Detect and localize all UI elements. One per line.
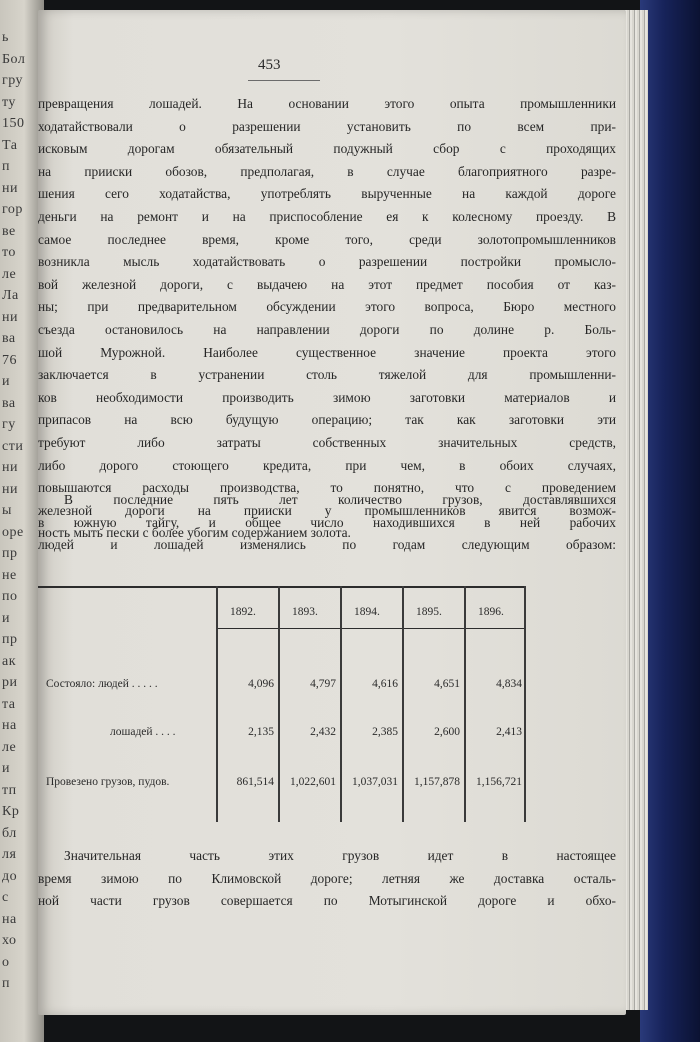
table-top-rule [38, 586, 526, 588]
text-line: съезда остановилось на направлении дороги по долине р. Боль- [38, 322, 616, 337]
text-line: превращения лошадей. На основании этого опыта промышленники [38, 96, 616, 111]
left-page-fragment: пр [2, 546, 18, 561]
text-line: на прииски обозов, предполагая, в случае благоприятного разре- [38, 163, 616, 179]
table-column-rule [216, 586, 218, 822]
table-cell: 1,022,601 [290, 776, 336, 788]
table-cell: 4,797 [310, 678, 336, 690]
table-cell: 4,096 [248, 678, 274, 690]
table-cell: 2,413 [496, 726, 522, 738]
table-header-rule [216, 628, 526, 629]
table-column-rule [278, 586, 280, 822]
text-line: либо дорого стоющего кредита, при чем, в обоих случаях, [38, 457, 616, 473]
table-row-label: лошадей . . . . [110, 726, 176, 738]
text-line: возникла мысль ходатайствовать о разрешении постройки промысло- [38, 254, 616, 270]
left-page-fragment: на [2, 718, 17, 733]
left-page-fragment: ак [2, 653, 17, 669]
left-page-fragment: гу [2, 417, 16, 432]
text-line: железной дороги на прииски у промышленников явится возмож- [38, 502, 616, 518]
left-page-fragment: на [2, 911, 17, 927]
left-page-fragment: Бол [2, 51, 26, 67]
text-line: требуют либо затраты собственных значительных средств, [38, 435, 616, 450]
left-page-fragment: с [2, 890, 9, 905]
left-page-fragment: ни [2, 180, 18, 196]
left-page-fragment: Та [2, 137, 18, 153]
left-page-fragment: ы [2, 503, 12, 518]
table-column-rule [402, 586, 404, 822]
left-page-fragment: гру [2, 73, 24, 88]
text-line: вой железной дороги, с выдачею на этот предмет пособия от каз- [38, 276, 616, 292]
left-page-fragment: п [2, 976, 10, 991]
table-cell: 4,651 [434, 678, 460, 690]
table-header-year: 1894. [354, 606, 380, 618]
table-cell: 2,600 [434, 726, 460, 738]
table-cell: 1,157,878 [414, 776, 460, 788]
table-column-rule [524, 586, 526, 822]
left-page-fragment: сти [2, 438, 24, 454]
text-line: самое последнее время, кроме того, среди золотопромышленников [38, 231, 616, 247]
page-number: 453 [258, 57, 281, 73]
statistics-table [38, 586, 526, 824]
book-page [38, 10, 626, 1015]
text-line: Значительная часть этих грузов идет в настоящее [64, 848, 616, 863]
left-page-fragment: пр [2, 632, 18, 647]
left-page-fragment: ве [2, 223, 16, 239]
table-cell: 4,616 [372, 678, 398, 690]
text-line: деньги на ремонт и на приспособление ея к колесному проезду. В [38, 209, 616, 224]
left-page-fragment: Кр [2, 804, 20, 819]
text-line: шой Мурожной. Наиболее существенное значение проекта этого [38, 344, 616, 360]
table-column-rule [464, 586, 466, 822]
table-header-year: 1892. [230, 606, 256, 618]
text-line: В последние пять лет количество грузов, доставлявшихся [64, 492, 616, 507]
left-page-fragment: ле [2, 739, 17, 755]
left-page-fragment: гор [2, 202, 23, 217]
table-cell: 1,156,721 [476, 776, 522, 788]
left-page-fragment: ту [2, 94, 16, 110]
table-header-year: 1896. [478, 606, 504, 618]
table-cell: 2,135 [248, 726, 274, 738]
table-cell: 861,514 [236, 776, 274, 788]
left-page-fragment: и [2, 761, 10, 776]
table-cell: 4,834 [496, 678, 522, 690]
page-number-rule [248, 80, 320, 81]
left-page-fragment: ва [2, 331, 16, 346]
left-page-fragment: о [2, 954, 10, 970]
left-page-fragment: тп [2, 782, 17, 798]
left-page-fragment: 76 [2, 352, 17, 368]
text-line: ходатайствовали о разрешении установить по всем при- [38, 118, 616, 134]
left-page-fragment: до [2, 868, 18, 884]
left-page-fragment: ни [2, 460, 18, 475]
text-line: шения сего ходатайства, употреблять вырученные на каждой дороге [38, 186, 616, 202]
left-page-fragment: ри [2, 675, 18, 690]
left-page-fragment: хо [2, 933, 17, 948]
table-header-year: 1893. [292, 606, 318, 618]
left-page-fragment: 150 [2, 116, 25, 131]
text-line: ков необходимости производить зимою заготовки материалов и [38, 389, 616, 405]
book-cover-edge [640, 0, 700, 1042]
left-page-fragment: ь [2, 30, 9, 45]
text-line: заключается в устранении столь тяжелой для промышленни- [38, 367, 616, 383]
text-line: повышаются расходы производства, то понятно, что с проведением [38, 480, 616, 496]
text-line: исковым дорогам обязательный подужный сбор с проходящих [38, 141, 616, 157]
table-row-label: Провезено грузов, пудов. [46, 776, 170, 788]
left-page-fragment: п [2, 159, 10, 174]
left-page-fragment: ля [2, 847, 17, 862]
text-line: ны; при предварительном обсуждении этого вопроса, Бюро местного [38, 299, 616, 315]
text-line: ной части грузов совершается по Мотыгинской дороге и обхо- [38, 893, 616, 909]
left-page-fragment: ва [2, 395, 16, 411]
left-page-fragment: и [2, 374, 10, 389]
left-page-fragment: Ла [2, 288, 19, 303]
left-page-fragment: ни [2, 309, 18, 325]
table-column-rule [340, 586, 342, 822]
table-cell: 2,432 [310, 726, 336, 738]
text-line: припасов на всю будущую операцию; так как заготовки эти [38, 412, 616, 428]
text-line: людей и лошадей изменялись по годам следующим образом: [38, 537, 616, 553]
table-row-label: Состояло: людей . . . . . [46, 678, 158, 690]
text-line: ность мыть пески с более убогим содержанием золота. [38, 525, 351, 541]
table-header-year: 1895. [416, 606, 442, 618]
left-page-fragment: то [2, 245, 16, 260]
table-cell: 1,037,031 [352, 776, 398, 788]
left-page-fragment: бл [2, 825, 17, 841]
left-page-fragment: та [2, 696, 16, 712]
left-page-fragment: и [2, 610, 10, 626]
text-line: в южную тайгу, и общее число находившихся в ней рабочих [38, 514, 616, 530]
left-page-fragment: ле [2, 266, 17, 282]
left-page-fragment: оре [2, 524, 24, 540]
left-page-fragment: не [2, 567, 17, 583]
left-page-fragment: ни [2, 481, 18, 497]
text-line: время зимою по Климовской дороге; летняя же доставка осталь- [38, 870, 616, 886]
left-page-fragment: по [2, 589, 18, 604]
table-cell: 2,385 [372, 726, 398, 738]
